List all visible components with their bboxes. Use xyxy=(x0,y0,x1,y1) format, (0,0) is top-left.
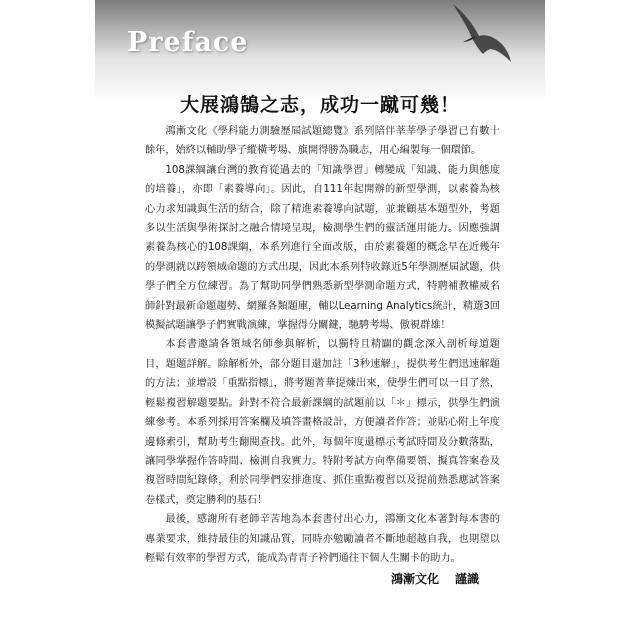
book-page xyxy=(95,0,545,640)
paragraph-intro: 鴻漸文化《學科能力測驗歷屆試題總覽》系列陪伴莘莘學子學習已有數十餘年，始終以輔助學子縱橫考場、旗開得勝為職志，用心編製每一個環節。 xyxy=(145,126,500,157)
page-headline: 大展鴻鵠之志，成功一蹴可幾！ xyxy=(179,94,460,116)
soaring-eagle-icon xyxy=(445,0,515,62)
preface-title: Preface xyxy=(127,27,249,58)
paragraph-book-features: 本套書邀請各領域名師參與解析，以獨特且精闢的觀念深入剖析每道題目，題題詳解。除解析外，部分題目還加註「3秒速解」，提供考生們迅速解題的方法；並增設「重點指標」，將考題菁華提煉出來，使學生們可以一目了然，輕鬆複習解題要點。針對不符合最新課綱的試題前以「＊」標示，供學生們演練參考。本系列採用答案欄及填答畫格設計，方便讀者作答；並貼心附上年度邊條索引，幫助考生翻閱查找。此外，每個年度還標示考試時間及分數落點，讓同學掌握作答時間、檢測自我實力。特附考試方向準備要領、擬真答案卷及複習時間紀錄條，利於同學們安排進度、抓住重點複習以及提前熟悉應試答案卷樣式，奠定勝利的基石！ xyxy=(145,339,500,506)
signature xyxy=(391,570,479,587)
preface-body xyxy=(145,122,500,568)
preface-header-banner xyxy=(95,0,545,62)
signature-publisher: 鴻漸文化 xyxy=(391,572,440,586)
paragraph-closing: 最後，感謝所有老師辛苦地為本套書付出心力，鴻漸文化本著對每本書的專業要求，維持最佳的知識品質，同時亦勉勵讀者不斷地超越自我，也期望以輕鬆有效率的學習方式，能成為青青子衿們通往下個人生關卡的助力。 xyxy=(145,514,500,564)
signature-closing: 謹識 xyxy=(455,572,480,586)
paragraph-curriculum: 108課綱讓台灣的教育從過去的「知識學習」轉變成「知識、能力與態度的培養」，亦即「素養導向」。因此，自111年起開辦的新型學測，以素養為核心力求知識與生活的結合，除了精進素養導向試題，並兼顧基本題型外，考題多以生活與學術探討之融合情境呈現，檢測學生們的靈活運用能力。因應強調素養為核心的108課綱，本系列進行全面改版，由於素養題的概念早在近幾年的學測就以跨領域命題的方式出現，因此本系列特收錄近5年學測歷屆試題，供學子們全方位練習。為了幫助同學們熟悉新型學測命題方式，特聘補教權威名師針對最新命題趨勢、網羅各類題庫，輔以Learning Analytics統計，精選3回模擬試題讓學子們實戰演練，掌握得分關鍵，馳騁考場、傲視群雄！ xyxy=(145,164,500,332)
